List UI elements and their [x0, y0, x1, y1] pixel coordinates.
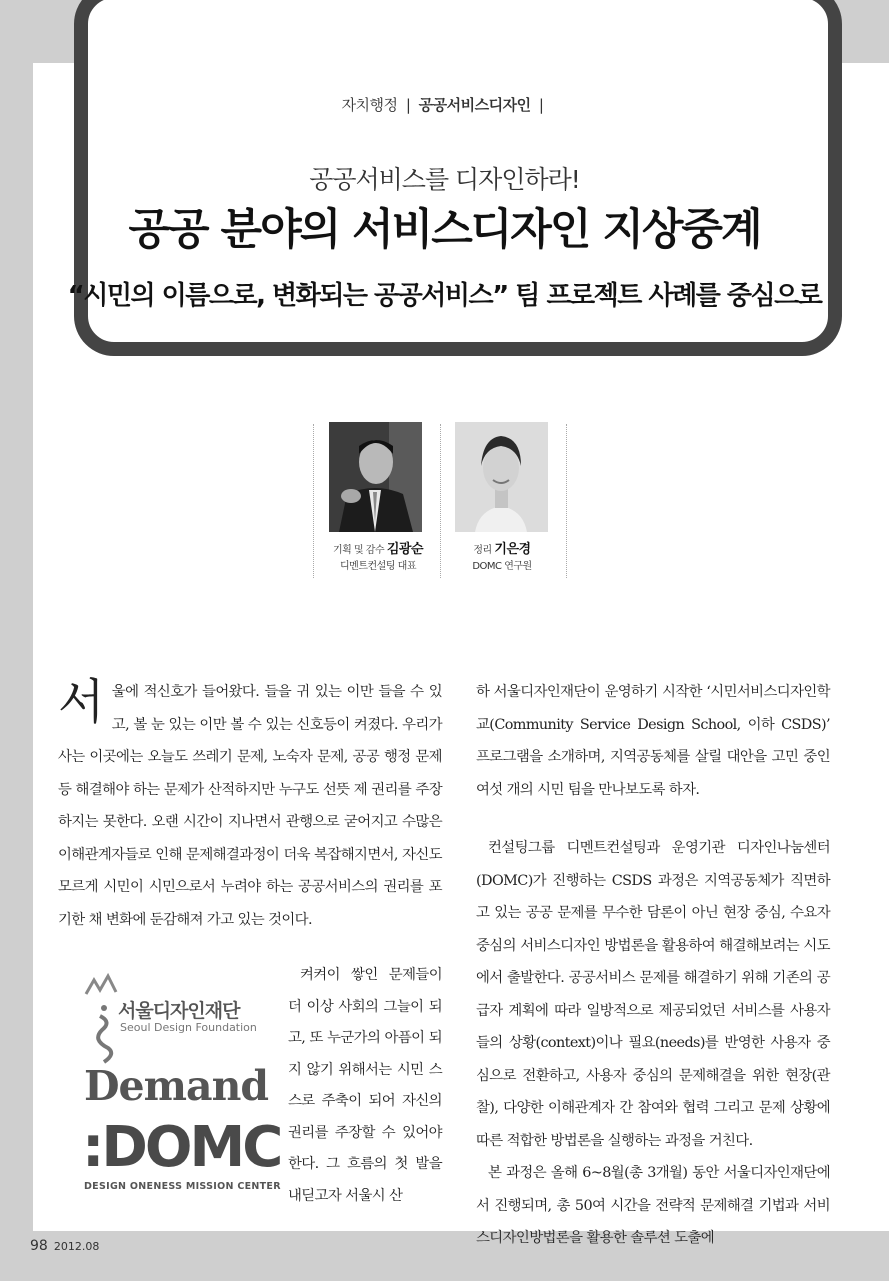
article-body-left	[58, 676, 442, 936]
author-affiliation: 디멘트컨설팅 대표	[340, 561, 416, 572]
paragraph: 하 서울디자인재단이 운영하기 시작한 ‘시민서비스디자인학교(Community Service Design School, 이하 CSDS)’ 프로그램을 소개하며, 지역공동체를 살릴 대안을 고민 중인 여섯 개의 시민 팀을 만나보도록 하자.	[476, 684, 830, 798]
section-label	[0, 94, 889, 115]
domc-logo-caption: DESIGN ONENESS MISSION CENTER	[84, 1181, 281, 1192]
page-number: 98	[30, 1238, 48, 1254]
seoul-design-foundation-logo: 서울디자인재단	[118, 1000, 240, 1022]
article-title: 공공 분야의 서비스디자인 지상중계	[128, 205, 761, 255]
divider	[313, 424, 314, 578]
author-photo-ki	[455, 422, 548, 532]
article-body-right	[476, 676, 830, 1255]
demand-logo: Demand	[84, 1062, 269, 1110]
author-caption-kim	[318, 538, 438, 572]
domc-logo: :DOMC	[82, 1115, 281, 1180]
seoul-design-foundation-logo-en: Seoul Design Foundation	[120, 1021, 257, 1034]
separator: |	[538, 96, 544, 114]
author-photo-kim	[329, 422, 422, 532]
divider	[566, 424, 567, 578]
author-role: 기획 및 감수	[332, 545, 385, 556]
issue-date: 2012.08	[53, 1240, 100, 1253]
article-secondary-title: “시민의 이름으로, 변화되는 공공서비스” 팀 프로젝트 사례를 중심으로	[67, 281, 822, 311]
page-footer	[30, 1238, 99, 1254]
author-caption-ki	[447, 538, 557, 572]
article-subtitle: 공공서비스를 디자인하라!	[309, 165, 580, 194]
author-name: 기은경	[494, 542, 531, 557]
author-affiliation: DOMC 연구원	[472, 561, 532, 572]
paragraph: 컨설팅그룹 디멘트컨설팅과 운영기관 디자인나눔센터(DOMC)가 진행하는 CSDS 과정은 지역공동체가 직면하고 있는 공공 문제를 무수한 담론이 아닌 현장 중심, 수요자 중심의 서비스디자인 방법론을 활용하여 해결해보려는 시도에서 출발한다. 공공서비스 문제를 해결하기 위해 기존의 공급자 계획에 따라 일방적으로 제공되었던 서비스를 사용자들의 상황(context)이나 필요(needs)를 반영한 사용자 중심으로 전환하고, 사용자 중심의 문제해결을 위한 현장(관찰), 다양한 이해관계자 간 참여와 협력 그리고 문제 상황에 따른 적합한 방법론을 실행하는 과정을 거친다.	[476, 840, 830, 1149]
series-name: 공공서비스디자인	[418, 96, 531, 114]
paragraph: 본 과정은 올해 6~8월(총 3개월) 동안 서울디자인재단에서 진행되며, 총 50여 시간을 전략적 문제해결 기법과 서비스디자인방법론을 활용한 솔루션 도출에	[476, 1165, 830, 1246]
paragraph: 울에 적신호가 들어왔다. 들을 귀 있는 이만 들을 수 있고, 볼 눈 있는 이만 볼 수 있는 신호등이 켜졌다. 우리가 사는 이곳에는 오늘도 쓰레기 문제, 노숙자 문제, 공공 행정 문제 등 해결해야 하는 문제가 산적하지만 누구도 선뜻 제 권리를 주장하지는 못한다. 오랜 시간이 지나면서 관행으로 굳어지고 수많은 이해관계자들로 인해 문제해결과정이 더욱 복잡해지면서, 자신도 모르게 시민이 시민으로서 누려야 하는 공공서비스의 권리를 포기한 채 변화에 둔감해져 가고 있는 것이다.	[58, 684, 442, 928]
paragraph-gap	[476, 806, 830, 832]
drop-cap: 서	[58, 674, 104, 730]
paragraph: 켜켜이 쌓인 문제들이 더 이상 사회의 그늘이 되고, 또 누군가의 아픔이 되지 않기 위해서는 시민 스스로 주축이 되어 자신의 권리를 주장할 수 있어야 한다. 그 흐름의 첫 발을 내딛고자 서울시 산	[288, 967, 442, 1204]
section-name: 자치행정	[341, 96, 398, 114]
article-body-left-lower	[288, 960, 442, 1212]
separator: |	[405, 96, 411, 114]
author-name: 김광순	[386, 542, 424, 557]
divider	[440, 424, 441, 578]
author-role: 정리	[473, 545, 492, 556]
